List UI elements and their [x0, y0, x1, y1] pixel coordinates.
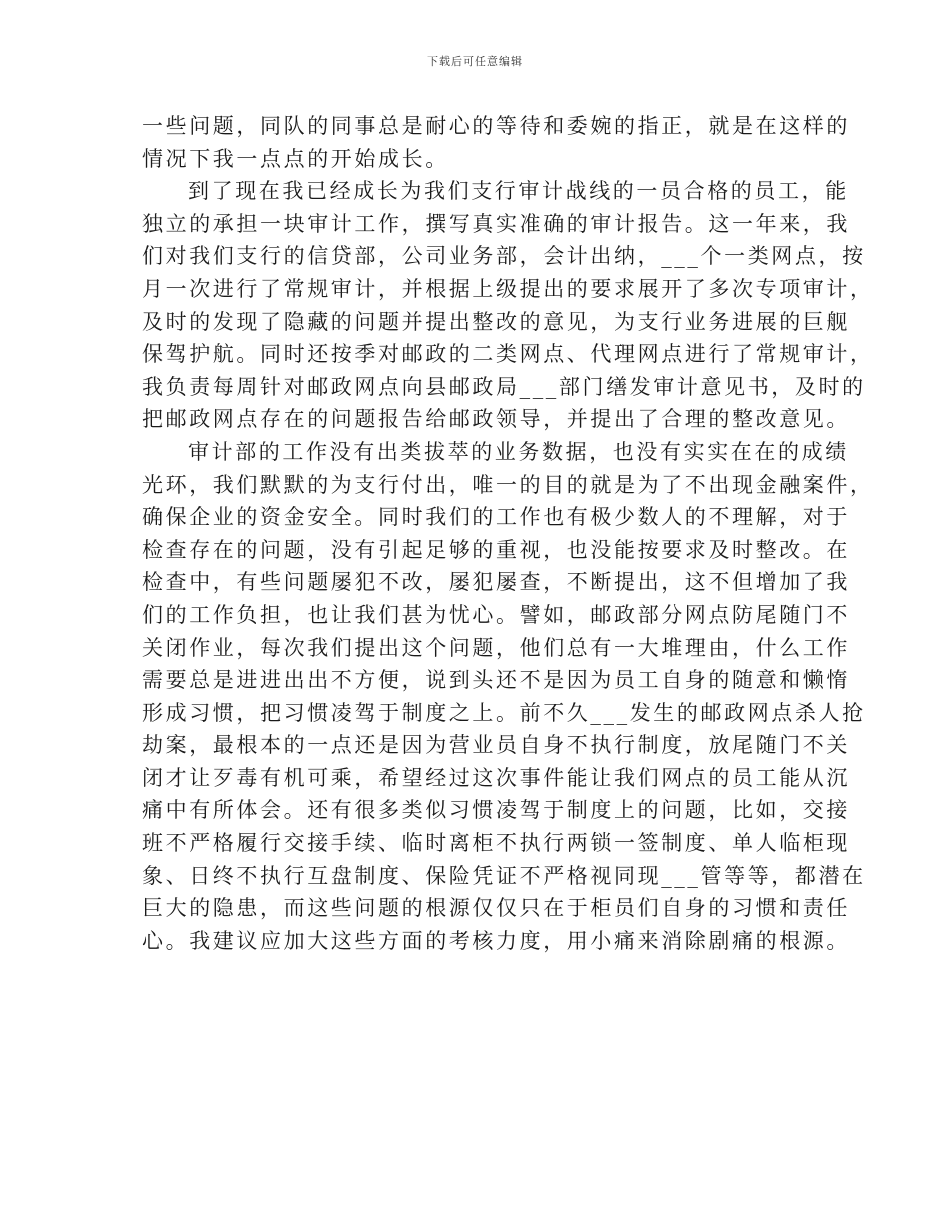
text-line: 确保企业的资金安全。同时我们的工作也有极少数人的不理解，对于 [142, 505, 850, 530]
text-line: 班不严格履行交接手续、临时离柜不执行两锁一签制度、单人临柜现 [142, 831, 850, 856]
text-line: 痛中有所体会。还有很多类似习惯凌驾于制度上的问题，比如，交接 [142, 798, 850, 823]
text-line: 关闭作业，每次我们提出这个问题，他们总有一大堆理由，什么工作 [142, 635, 850, 660]
text-line: 形成习惯，把习惯凌驾于制度之上。前不久___发生的邮政网点杀人抢 [142, 700, 866, 725]
text-line: 把邮政网点存在的问题报告给邮政领导，并提出了合理的整改意见。 [142, 407, 850, 432]
text-line: 月一次进行了常规审计，并根据上级提出的要求展开了多次专项审计， [142, 276, 874, 301]
text-line: 检查中，有些问题屡犯不改，屡犯屡查，不断提出，这不但增加了我 [142, 570, 850, 595]
page-header: 下载后可任意编辑 [427, 55, 523, 68]
text-line: 及时的发现了隐藏的问题并提出整改的意见，为支行业务进展的巨舰 [142, 309, 850, 334]
text-line: 需要总是进进出出不方便，说到头还不是因为员工自身的随意和懒惰 [142, 668, 850, 693]
text-line: 们对我们支行的信贷部，公司业务部，会计出纳，___个一类网点，按 [142, 244, 866, 269]
paragraph-3 [142, 436, 874, 958]
text-line: 到了现在我已经成长为我们支行审计战线的一员合格的员工，能 [188, 179, 849, 204]
text-line: 保驾护航。同时还按季对邮政的二类网点、代理网点进行了常规审计， [142, 342, 874, 367]
text-line: 独立的承担一块审计工作，撰写真实准确的审计报告。这一年来，我 [142, 211, 850, 236]
text-line: 巨大的隐患，而这些问题的根源仅仅只在于柜员们自身的习惯和责任 [142, 896, 850, 921]
text-line: 闭才让歹毒有机可乘，希望经过这次事件能让我们网点的员工能从沉 [142, 765, 850, 790]
document-body [142, 110, 874, 957]
text-line: 检查存在的问题，没有引起足够的重视，也没能按要求及时整改。在 [142, 537, 850, 562]
paragraph-2 [142, 175, 874, 436]
text-line: 情况下我一点点的开始成长。 [142, 146, 449, 171]
text-line: 心。我建议应加大这些方面的考核力度，用小痛来消除剧痛的根源。 [142, 928, 850, 953]
text-line: 审计部的工作没有出类拔萃的业务数据，也没有实实在在的成绩 [188, 439, 849, 464]
text-line: 们的工作负担，也让我们甚为忧心。譬如，邮政部分网点防尾随门不 [142, 602, 850, 627]
text-line: 光环，我们默默的为支行付出，唯一的目的就是为了不出现金融案件， [142, 472, 874, 497]
paragraph-1 [142, 110, 850, 175]
text-line: 一些问题，同队的同事总是耐心的等待和委婉的指正，就是在这样的 [142, 114, 850, 138]
text-line: 我负责每周针对邮政网点向县邮政局___部门缮发审计意见书，及时的 [142, 374, 866, 399]
text-line: 象、日终不执行互盘制度、保险凭证不严格视同现___管等等，都潜在 [142, 863, 866, 888]
text-line: 劫案，最根本的一点还是因为营业员自身不执行制度，放尾随门不关 [142, 733, 850, 758]
